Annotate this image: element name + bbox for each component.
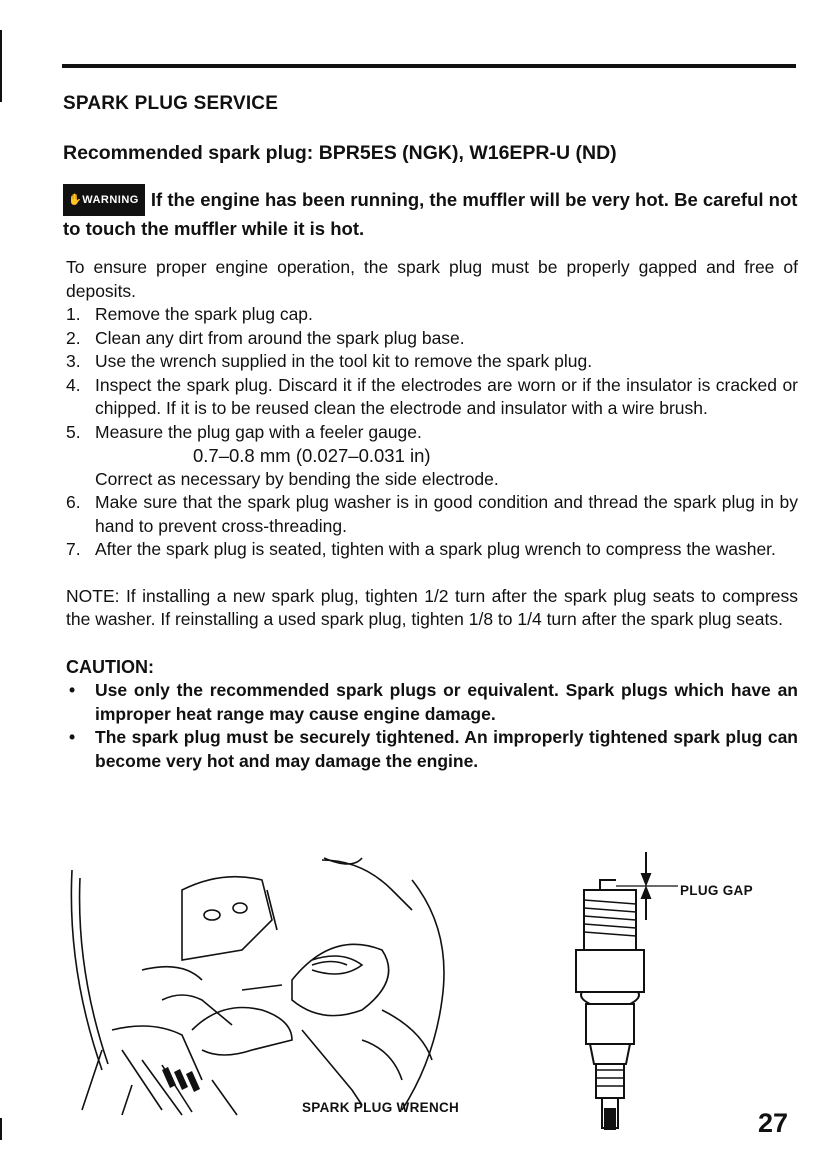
step-number: 5.	[66, 421, 81, 442]
bullet-icon: •	[69, 727, 76, 747]
top-rule	[62, 64, 796, 68]
step-text: Measure the plug gap with a feeler gauge.	[95, 421, 422, 442]
instructions	[66, 256, 798, 773]
engine-illustration	[62, 850, 482, 1122]
plug-gap-label: PLUG GAP	[680, 883, 753, 898]
step-number: 3.	[66, 351, 81, 371]
list-item	[66, 679, 798, 726]
spark-plug-illustration	[560, 848, 790, 1138]
caution-text: Use only the recommended spark plugs or equivalent. Spark plugs which have an improper heat range may cause engine damage.	[95, 680, 798, 724]
list-item	[66, 726, 798, 773]
step-text: Remove the spark plug cap.	[95, 304, 313, 324]
wrench-label: SPARK PLUG WRENCH	[302, 1100, 460, 1115]
step-text: Clean any dirt from around the spark plug base.	[95, 327, 465, 348]
note-text: NOTE: If installing a new spark plug, tighten 1/2 turn after the spark plug seats to compress the washer. If reinstalling a used spark plug, tighten 1/8 to 1/4 turn after the spark plug seats.	[66, 585, 798, 629]
step-number: 6.	[66, 492, 81, 512]
step-number: 4.	[66, 374, 81, 395]
step-text: Inspect the spark plug. Discard it if the electrodes are worn or if the insulator is cracked or chipped. If it is to be reused clean the electrode and insulator with a wire brush.	[95, 374, 798, 418]
bullet-icon: •	[69, 680, 76, 700]
step-text: Make sure that the spark plug washer is in good condition and thread the spark plug in by hand to prevent cross-threading.	[95, 492, 798, 536]
intro-text: To ensure proper engine operation, the spark plug must be properly gapped and free of deposits.	[66, 257, 798, 301]
steps-list	[66, 303, 798, 562]
margin-mark	[0, 30, 2, 102]
page-title: SPARK PLUG SERVICE	[63, 93, 279, 114]
list-item	[66, 491, 798, 538]
step-number: 7.	[66, 539, 81, 559]
list-item	[66, 374, 798, 421]
step-number: 1.	[66, 304, 81, 324]
warning-text: If the engine has been running, the muffler will be very hot. Be careful not to touch the muffler while it is hot.	[63, 189, 798, 239]
list-item	[66, 327, 798, 351]
recommended-plug: Recommended spark plug: BPR5ES (NGK), W16EPR-U (ND)	[63, 142, 617, 164]
list-item	[66, 538, 798, 562]
step-number: 2.	[66, 327, 81, 348]
margin-mark	[0, 1118, 2, 1140]
step-followup: Correct as necessary by bending the side electrode.	[95, 468, 499, 489]
list-item	[66, 303, 798, 327]
step-text: After the spark plug is seated, tighten with a spark plug wrench to compress the washer.	[95, 539, 776, 559]
caution-title: CAUTION:	[66, 656, 154, 677]
list-item	[66, 421, 798, 492]
caution-text: The spark plug must be securely tightened. An improperly tightened spark plug can become very hot and may damage the engine.	[95, 727, 798, 771]
step-text: Use the wrench supplied in the tool kit to remove the spark plug.	[95, 351, 593, 371]
list-item	[66, 350, 798, 374]
gap-spec: 0.7–0.8 mm (0.027–0.031 in)	[193, 445, 431, 466]
warning-notice	[63, 184, 798, 242]
caution-list	[66, 679, 798, 773]
page-number: 27	[758, 1108, 789, 1138]
warning-badge-label: WARNING	[82, 194, 139, 206]
warning-badge: ✋WARNING	[63, 184, 145, 216]
